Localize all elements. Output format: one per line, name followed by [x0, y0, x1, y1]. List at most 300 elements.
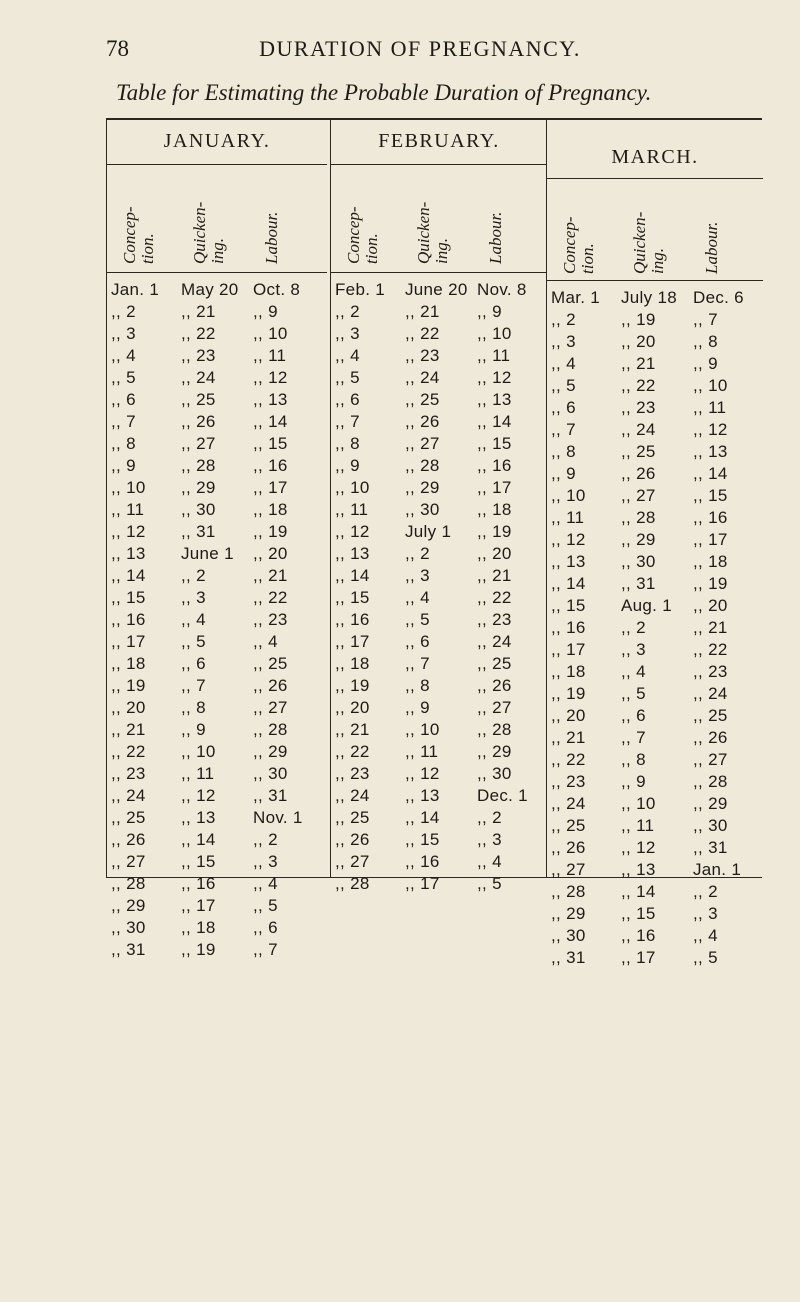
conception-date: ,, 12: [335, 522, 370, 541]
quickening-date: ,, 19: [181, 940, 216, 959]
conception-date: ,, 20: [111, 698, 146, 717]
conception-date: ,, 3: [111, 324, 136, 343]
pregnancy-table: [106, 118, 762, 967]
conception-date: ,, 14: [111, 566, 146, 585]
quickening-date: ,, 13: [181, 808, 216, 827]
conception-date: ,, 14: [551, 574, 586, 593]
conception-date: ,, 16: [335, 610, 370, 629]
conception-date: ,, 6: [335, 390, 360, 409]
sub-heading-rule: [331, 272, 547, 273]
labour-date: ,, 25: [253, 654, 288, 673]
conception-date: ,, 9: [551, 464, 576, 483]
conception-date: ,, 21: [335, 720, 370, 739]
table-row: [331, 720, 547, 742]
table-rows: [107, 280, 327, 962]
table-row: [547, 552, 763, 574]
table-row: [547, 838, 763, 860]
quickening-date: ,, 2: [621, 618, 646, 637]
conception-date: ,, 28: [111, 874, 146, 893]
quickening-date: ,, 28: [621, 508, 656, 527]
labour-date: ,, 29: [253, 742, 288, 761]
table-row: [331, 522, 547, 544]
quickening-date: ,, 13: [405, 786, 440, 805]
quickening-date: ,, 9: [405, 698, 430, 717]
conception-date: ,, 9: [111, 456, 136, 475]
conception-date: Mar. 1: [551, 288, 601, 307]
table-row: [107, 742, 327, 764]
labour-date: ,, 11: [253, 346, 287, 365]
conception-date: ,, 7: [551, 420, 576, 439]
conception-date: ,, 16: [111, 610, 146, 629]
quickening-date: ,, 16: [405, 852, 440, 871]
quickening-date: ,, 3: [621, 640, 646, 659]
quickening-date: ,, 5: [181, 632, 206, 651]
quickening-date: ,, 20: [621, 332, 656, 351]
labour-date: ,, 3: [253, 852, 278, 871]
labour-date: ,, 20: [253, 544, 288, 563]
quickening-date: ,, 5: [621, 684, 646, 703]
labour-date: ,, 7: [693, 310, 718, 329]
conception-date: ,, 11: [551, 508, 585, 527]
table-row: [547, 618, 763, 640]
table-row: [107, 830, 327, 852]
header-rule: [331, 164, 547, 165]
labour-date: ,, 31: [693, 838, 728, 857]
quickening-date: ,, 9: [181, 720, 206, 739]
table-row: [547, 508, 763, 530]
quickening-date: ,, 29: [405, 478, 440, 497]
labour-date: ,, 15: [253, 434, 288, 453]
table-row: [331, 456, 547, 478]
quickening-date: July 1: [405, 522, 452, 541]
quickening-date: ,, 22: [181, 324, 216, 343]
quickening-date: ,, 31: [621, 574, 656, 593]
labour-date: ,, 24: [477, 632, 512, 651]
sub-heading-conception: Concep-tion.: [560, 216, 597, 274]
conception-date: ,, 5: [111, 368, 136, 387]
conception-date: ,, 9: [335, 456, 360, 475]
quickening-date: ,, 25: [621, 442, 656, 461]
table-row: [107, 346, 327, 368]
labour-date: ,, 24: [693, 684, 728, 703]
table-row: [107, 808, 327, 830]
labour-date: Nov. 8: [477, 280, 527, 299]
table-row: [331, 632, 547, 654]
conception-date: ,, 7: [335, 412, 360, 431]
table-row: [331, 324, 547, 346]
quickening-date: ,, 5: [405, 610, 430, 629]
table-row: [547, 882, 763, 904]
table-row: [331, 566, 547, 588]
conception-date: ,, 25: [335, 808, 370, 827]
table-row: [331, 412, 547, 434]
conception-date: ,, 29: [551, 904, 586, 923]
labour-date: ,, 26: [253, 676, 288, 695]
month-heading: FEBRUARY.: [378, 130, 500, 152]
quickening-date: ,, 4: [621, 662, 646, 681]
labour-date: ,, 14: [477, 412, 512, 431]
table-row: [107, 434, 327, 456]
quickening-date: ,, 12: [405, 764, 440, 783]
quickening-date: ,, 8: [405, 676, 430, 695]
quickening-date: ,, 14: [621, 882, 656, 901]
sub-heading-rule: [547, 280, 763, 281]
quickening-date: ,, 3: [405, 566, 430, 585]
labour-date: ,, 20: [477, 544, 512, 563]
conception-date: ,, 6: [551, 398, 576, 417]
quickening-date: June 1: [181, 544, 234, 563]
conception-date: ,, 10: [111, 478, 146, 497]
table-row: [547, 772, 763, 794]
quickening-date: ,, 12: [181, 786, 216, 805]
labour-date: ,, 17: [693, 530, 728, 549]
labour-date: ,, 27: [693, 750, 728, 769]
table-row: [331, 478, 547, 500]
conception-date: ,, 7: [111, 412, 136, 431]
quickening-date: ,, 30: [621, 552, 656, 571]
conception-date: ,, 27: [551, 860, 586, 879]
labour-date: ,, 2: [477, 808, 502, 827]
conception-date: ,, 21: [111, 720, 146, 739]
quickening-date: ,, 11: [621, 816, 655, 835]
table-row: [547, 728, 763, 750]
sub-heading-labour: Labour.: [486, 211, 505, 264]
quickening-date: ,, 15: [621, 904, 656, 923]
table-row: [107, 610, 327, 632]
labour-date: ,, 12: [693, 420, 728, 439]
table-row: [547, 750, 763, 772]
labour-date: ,, 6: [253, 918, 278, 937]
labour-date: ,, 4: [477, 852, 502, 871]
table-row: [547, 310, 763, 332]
table-row: [547, 662, 763, 684]
table-row: [547, 860, 763, 882]
conception-date: ,, 12: [551, 530, 586, 549]
labour-date: ,, 14: [693, 464, 728, 483]
labour-date: ,, 23: [477, 610, 512, 629]
labour-date: ,, 3: [693, 904, 718, 923]
sub-heading-rule: [107, 272, 327, 273]
quickening-date: ,, 31: [181, 522, 216, 541]
labour-date: ,, 17: [477, 478, 512, 497]
quickening-date: ,, 16: [621, 926, 656, 945]
conception-date: ,, 26: [111, 830, 146, 849]
labour-date: ,, 5: [253, 896, 278, 915]
table-row: [547, 354, 763, 376]
labour-date: Nov. 1: [253, 808, 303, 827]
labour-date: ,, 10: [477, 324, 512, 343]
conception-date: ,, 25: [111, 808, 146, 827]
table-row: [107, 522, 327, 544]
table-row: [331, 434, 547, 456]
table-row: [107, 764, 327, 786]
month-column-february: [330, 120, 547, 893]
labour-date: ,, 26: [477, 676, 512, 695]
sub-heading-conception: Concep-tion.: [120, 206, 157, 264]
quickening-date: ,, 7: [405, 654, 430, 673]
conception-date: ,, 4: [551, 354, 576, 373]
quickening-date: ,, 16: [181, 874, 216, 893]
table-row: [547, 926, 763, 948]
table-row: [547, 464, 763, 486]
table-row: [547, 442, 763, 464]
quickening-date: ,, 2: [181, 566, 206, 585]
quickening-date: ,, 21: [181, 302, 216, 321]
table-row: [107, 412, 327, 434]
table-row: [107, 500, 327, 522]
conception-date: ,, 17: [111, 632, 146, 651]
labour-date: ,, 15: [477, 434, 512, 453]
table-row: [331, 544, 547, 566]
quickening-date: ,, 23: [621, 398, 656, 417]
quickening-date: ,, 17: [621, 948, 656, 967]
month-heading: JANUARY.: [163, 130, 271, 152]
quickening-date: ,, 24: [181, 368, 216, 387]
conception-date: ,, 27: [335, 852, 370, 871]
labour-date: Dec. 1: [477, 786, 528, 805]
table-row: [547, 794, 763, 816]
conception-date: ,, 23: [551, 772, 586, 791]
conception-date: ,, 27: [111, 852, 146, 871]
quickening-date: ,, 28: [181, 456, 216, 475]
labour-date: ,, 23: [693, 662, 728, 681]
labour-date: ,, 28: [477, 720, 512, 739]
conception-date: ,, 24: [335, 786, 370, 805]
quickening-date: ,, 22: [621, 376, 656, 395]
conception-date: Feb. 1: [335, 280, 385, 299]
labour-date: ,, 5: [477, 874, 502, 893]
table-row: [107, 456, 327, 478]
labour-date: ,, 27: [477, 698, 512, 717]
conception-date: ,, 11: [111, 500, 145, 519]
sub-headings: [331, 170, 547, 270]
quickening-date: ,, 14: [181, 830, 216, 849]
labour-date: ,, 26: [693, 728, 728, 747]
table-row: [547, 948, 763, 970]
table-row: [331, 368, 547, 390]
table-row: [547, 640, 763, 662]
table-row: [331, 786, 547, 808]
quickening-date: Aug. 1: [621, 596, 672, 615]
table-row: [331, 852, 547, 874]
labour-date: ,, 8: [693, 332, 718, 351]
table-row: [107, 478, 327, 500]
conception-date: ,, 10: [551, 486, 586, 505]
table-row: [107, 632, 327, 654]
labour-date: ,, 20: [693, 596, 728, 615]
table-row: [107, 786, 327, 808]
quickening-date: ,, 6: [181, 654, 206, 673]
labour-date: Oct. 8: [253, 280, 301, 299]
quickening-date: ,, 6: [405, 632, 430, 651]
conception-date: ,, 15: [551, 596, 586, 615]
quickening-date: ,, 22: [405, 324, 440, 343]
conception-date: ,, 3: [335, 324, 360, 343]
quickening-date: July 18: [621, 288, 677, 307]
sub-heading-conception: Concep-tion.: [344, 206, 381, 264]
table-row: [107, 874, 327, 896]
quickening-date: ,, 29: [181, 478, 216, 497]
conception-date: ,, 18: [335, 654, 370, 673]
sub-heading-labour: Labour.: [262, 211, 281, 264]
conception-date: ,, 22: [335, 742, 370, 761]
labour-date: ,, 10: [693, 376, 728, 395]
labour-date: ,, 30: [693, 816, 728, 835]
table-row: [547, 332, 763, 354]
labour-date: ,, 25: [693, 706, 728, 725]
labour-date: ,, 13: [253, 390, 288, 409]
conception-date: ,, 19: [111, 676, 146, 695]
table-row: [331, 808, 547, 830]
sub-heading-quickening: Quicken-ing.: [414, 201, 451, 264]
table-row: [547, 596, 763, 618]
conception-date: ,, 2: [335, 302, 360, 321]
quickening-date: ,, 15: [405, 830, 440, 849]
conception-date: ,, 22: [111, 742, 146, 761]
quickening-date: ,, 11: [405, 742, 439, 761]
labour-date: ,, 22: [693, 640, 728, 659]
conception-date: ,, 5: [551, 376, 576, 395]
page-number: 78: [106, 36, 129, 61]
labour-date: ,, 13: [693, 442, 728, 461]
labour-date: Dec. 6: [693, 288, 744, 307]
quickening-date: ,, 24: [405, 368, 440, 387]
labour-date: ,, 18: [253, 500, 288, 519]
labour-date: ,, 3: [477, 830, 502, 849]
table-row: [107, 566, 327, 588]
quickening-date: ,, 12: [621, 838, 656, 857]
table-row: [331, 742, 547, 764]
quickening-date: ,, 15: [181, 852, 216, 871]
conception-date: ,, 17: [551, 640, 586, 659]
table-row: [547, 288, 763, 310]
sub-heading-labour: Labour.: [702, 221, 721, 274]
labour-date: ,, 19: [253, 522, 288, 541]
conception-date: ,, 18: [111, 654, 146, 673]
labour-date: ,, 9: [253, 302, 278, 321]
conception-date: ,, 31: [111, 940, 146, 959]
table-row: [107, 698, 327, 720]
conception-date: ,, 3: [551, 332, 576, 351]
sub-headings: [547, 184, 763, 280]
conception-date: ,, 30: [551, 926, 586, 945]
running-head: DURATION OF PREGNANCY.: [259, 36, 581, 61]
conception-date: ,, 29: [111, 896, 146, 915]
quickening-date: ,, 27: [405, 434, 440, 453]
labour-date: ,, 13: [477, 390, 512, 409]
labour-date: ,, 16: [477, 456, 512, 475]
table-row: [547, 574, 763, 596]
table-rows: [331, 280, 547, 896]
conception-date: ,, 13: [111, 544, 146, 563]
quickening-date: ,, 27: [181, 434, 216, 453]
labour-date: ,, 19: [693, 574, 728, 593]
quickening-date: ,, 26: [181, 412, 216, 431]
quickening-date: ,, 8: [181, 698, 206, 717]
quickening-date: ,, 7: [621, 728, 646, 747]
conception-date: ,, 17: [335, 632, 370, 651]
labour-date: ,, 4: [253, 632, 278, 651]
conception-date: ,, 28: [335, 874, 370, 893]
quickening-date: ,, 10: [621, 794, 656, 813]
month-heading: MARCH.: [611, 146, 699, 168]
labour-date: ,, 29: [477, 742, 512, 761]
quickening-date: ,, 18: [181, 918, 216, 937]
conception-date: ,, 25: [551, 816, 586, 835]
conception-date: ,, 14: [335, 566, 370, 585]
conception-date: ,, 10: [335, 478, 370, 497]
quickening-date: ,, 10: [405, 720, 440, 739]
labour-date: ,, 12: [253, 368, 288, 387]
table-row: [331, 654, 547, 676]
labour-date: ,, 22: [253, 588, 288, 607]
quickening-date: ,, 21: [621, 354, 656, 373]
labour-date: ,, 7: [253, 940, 278, 959]
table-row: [107, 940, 327, 962]
table-row: [107, 918, 327, 940]
labour-date: ,, 21: [253, 566, 288, 585]
table-caption: Table for Estimating the Probable Duration of Pregnancy.: [116, 80, 652, 105]
conception-date: ,, 4: [335, 346, 360, 365]
table-row: [331, 500, 547, 522]
table-row: [547, 904, 763, 926]
conception-date: ,, 20: [335, 698, 370, 717]
table-row: [107, 852, 327, 874]
table-row: [331, 346, 547, 368]
table-row: [107, 324, 327, 346]
quickening-date: May 20: [181, 280, 239, 299]
labour-date: ,, 16: [693, 508, 728, 527]
sub-headings: [107, 170, 327, 270]
quickening-date: ,, 17: [405, 874, 440, 893]
table-row: [331, 676, 547, 698]
table-row: [331, 390, 547, 412]
table-row: [107, 280, 327, 302]
table-row: [331, 764, 547, 786]
labour-date: ,, 17: [253, 478, 288, 497]
conception-date: ,, 28: [551, 882, 586, 901]
labour-date: ,, 21: [477, 566, 512, 585]
quickening-date: ,, 4: [405, 588, 430, 607]
labour-date: ,, 9: [693, 354, 718, 373]
labour-date: ,, 5: [693, 948, 718, 967]
quickening-date: ,, 14: [405, 808, 440, 827]
quickening-date: ,, 27: [621, 486, 656, 505]
quickening-date: ,, 23: [405, 346, 440, 365]
table-row: [107, 368, 327, 390]
labour-date: ,, 18: [693, 552, 728, 571]
table-row: [331, 830, 547, 852]
table-row: [331, 874, 547, 896]
conception-date: ,, 31: [551, 948, 586, 967]
conception-date: ,, 15: [335, 588, 370, 607]
quickening-date: ,, 6: [621, 706, 646, 725]
conception-date: ,, 26: [335, 830, 370, 849]
table-row: [331, 588, 547, 610]
labour-date: ,, 21: [693, 618, 728, 637]
quickening-date: ,, 21: [405, 302, 440, 321]
quickening-date: ,, 25: [181, 390, 216, 409]
conception-date: ,, 24: [111, 786, 146, 805]
labour-date: ,, 25: [477, 654, 512, 673]
conception-date: ,, 5: [335, 368, 360, 387]
labour-date: ,, 12: [477, 368, 512, 387]
table-row: [107, 896, 327, 918]
table-row: [547, 530, 763, 552]
header-rule: [547, 178, 763, 179]
table-row: [331, 280, 547, 302]
sub-heading-quickening: Quicken-ing.: [630, 211, 667, 274]
